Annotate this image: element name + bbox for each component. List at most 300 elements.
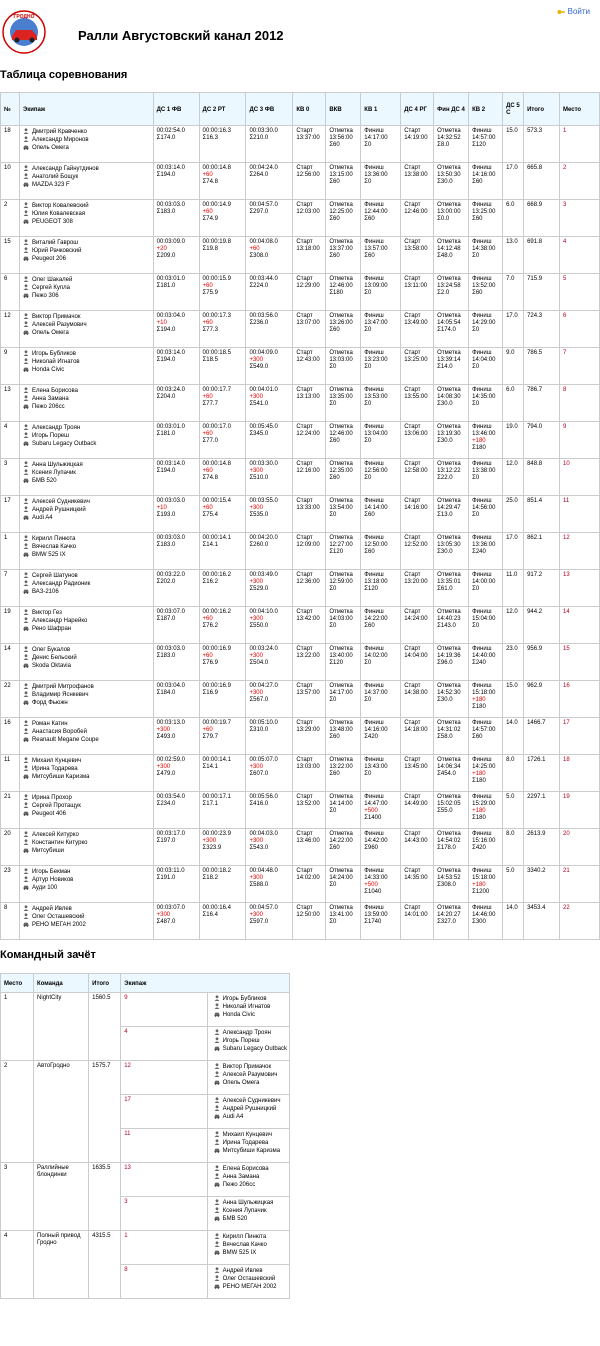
- stage-cell: [153, 163, 199, 200]
- cell-line: Σ0: [329, 919, 337, 925]
- stage-cell: [401, 644, 434, 681]
- person-icon: [23, 276, 29, 282]
- stage-cell: [199, 755, 246, 792]
- crew-member-name: Артур Новиков: [31, 877, 74, 883]
- stage-cell: [293, 644, 326, 681]
- crew-member-name: Алексей Разумович: [31, 322, 87, 328]
- crew-number: 8: [121, 1265, 207, 1299]
- stage-cell: [246, 348, 293, 385]
- cell-line: +300: [249, 505, 263, 511]
- cell-line: 14:54:02: [437, 838, 461, 844]
- cell-line: Финиш: [364, 498, 384, 504]
- place-cell: 16: [559, 681, 599, 718]
- stage-cell: [153, 459, 199, 496]
- column-header[interactable]: КВ 1: [361, 93, 401, 126]
- car-icon: [23, 292, 29, 298]
- ds5-cell: 17.0: [503, 163, 524, 200]
- stage-cell: [153, 681, 199, 718]
- crew-car-name: Пежо 206сс: [222, 1182, 256, 1188]
- crew-cell: [207, 1129, 289, 1163]
- cell-line: Σ0: [329, 697, 337, 703]
- cell-line: Старт: [404, 535, 421, 541]
- cell-line: +300: [249, 764, 263, 770]
- person-icon: [214, 1173, 220, 1179]
- crew-car: [23, 477, 151, 485]
- cell-line: Σ0: [472, 401, 480, 407]
- cell-line: Отметка: [437, 165, 461, 171]
- results-title: Таблица соревнования: [0, 69, 128, 81]
- cell-line: Σ22.0: [437, 475, 453, 481]
- stage-cell: [153, 200, 199, 237]
- crew-cell: [19, 570, 153, 607]
- cell-line: 14:35:00: [404, 875, 428, 881]
- cell-line: +300: [249, 357, 263, 363]
- cell-line: 00:03:13.0: [156, 720, 185, 726]
- crew-member: [23, 276, 151, 284]
- stage-cell: [401, 385, 434, 422]
- crew-member-name: Олег Букалов: [31, 647, 71, 653]
- crew-member: [214, 1071, 287, 1079]
- person-icon: [214, 1275, 220, 1281]
- stage-cell: [153, 644, 199, 681]
- stage-cell: [293, 718, 326, 755]
- cell-line: Σ543.0: [249, 845, 269, 851]
- crew-car: [23, 403, 151, 411]
- crew-member: [214, 1267, 287, 1275]
- person-icon: [23, 691, 29, 697]
- cell-line: 00:00:17.7: [202, 387, 231, 393]
- stage-cell: [246, 496, 293, 533]
- crew-member: [214, 1207, 287, 1215]
- cell-line: 00:03:24.0: [249, 646, 278, 652]
- crew-cell: [19, 829, 153, 866]
- cell-line: Старт: [296, 831, 313, 837]
- crew-member: [23, 572, 151, 580]
- cell-line: 00:00:14.1: [202, 535, 231, 541]
- stage-cell: [326, 792, 361, 829]
- crew-member-name: Алексей Судникевич: [222, 1098, 281, 1104]
- cell-line: 12:43:00: [296, 357, 320, 363]
- crew-member: [214, 1139, 287, 1147]
- crew-member-name: Денис Бельский: [31, 655, 77, 661]
- cell-line: Отметка: [329, 128, 353, 134]
- total-cell: 2297.1: [524, 792, 560, 829]
- cell-line: Σ194.0: [156, 357, 176, 363]
- cell-line: 15:04:00: [472, 616, 496, 622]
- ds5-cell: 15.0: [503, 126, 524, 163]
- cell-line: 14:08:30: [437, 394, 461, 400]
- cell-line: Σ60: [329, 845, 340, 851]
- person-icon: [23, 239, 29, 245]
- cell-line: Σ180: [472, 704, 486, 710]
- cell-line: Отметка: [437, 794, 461, 800]
- stage-cell: [246, 422, 293, 459]
- place-cell: 2: [559, 163, 599, 200]
- stage-cell: [469, 533, 503, 570]
- crew-member-name: Николай Игнатов: [222, 1004, 271, 1010]
- stage-cell: [153, 829, 199, 866]
- team-total: 4315.5: [89, 1231, 121, 1299]
- stage-cell: [293, 755, 326, 792]
- cell-line: Σ55.0: [437, 808, 453, 814]
- team-total: 1560.5: [89, 993, 121, 1061]
- row-number: 4: [1, 422, 20, 459]
- total-cell: 573.3: [524, 126, 560, 163]
- cell-line: Финиш: [472, 128, 492, 134]
- cell-line: Финиш: [364, 276, 384, 282]
- ds5-cell: 5.0: [503, 792, 524, 829]
- column-header[interactable]: ДС 1 ФВ: [153, 93, 199, 126]
- ds5-cell: 7.0: [503, 274, 524, 311]
- stage-cell: [293, 200, 326, 237]
- cell-line: Отметка: [329, 535, 353, 541]
- cell-line: 13:47:00: [364, 320, 388, 326]
- cell-line: Σ74.8: [202, 179, 218, 185]
- column-header[interactable]: ДС 3 ФВ: [246, 93, 293, 126]
- person-icon: [23, 358, 29, 364]
- cell-line: Финиш: [472, 535, 492, 541]
- cell-line: Старт: [404, 609, 421, 615]
- cell-line: Σ202.0: [156, 579, 176, 585]
- cell-line: 14:57:00: [472, 727, 496, 733]
- cell-line: +300: [249, 875, 263, 881]
- crew-car-name: БМВ 520: [222, 1216, 248, 1222]
- crew-member-name: Игорь Бубликов: [31, 351, 76, 357]
- row-number: 17: [1, 496, 20, 533]
- cell-line: Σ75.9: [202, 290, 218, 296]
- stage-cell: [469, 459, 503, 496]
- crew-number: 17: [121, 1095, 207, 1129]
- crew-member-name: Кирилл Пинюта: [222, 1234, 267, 1240]
- total-cell: 668.9: [524, 200, 560, 237]
- column-header[interactable]: ДС 4 РГ: [401, 93, 434, 126]
- total-cell: 956.9: [524, 644, 560, 681]
- place-cell: 22: [559, 903, 599, 940]
- cell-line: Σ61.0: [437, 586, 453, 592]
- person-icon: [23, 905, 29, 911]
- cell-line: 12:36:00: [296, 579, 320, 585]
- cell-line: Старт: [296, 313, 313, 319]
- cell-line: +500: [364, 808, 378, 814]
- crew-member: [23, 839, 151, 847]
- cell-line: 13:33:00: [296, 505, 320, 511]
- car-icon: [23, 181, 29, 187]
- cell-line: 00:03:44.0: [249, 276, 278, 282]
- stage-cell: [199, 385, 246, 422]
- car-icon: [23, 255, 29, 261]
- stage-cell: [469, 718, 503, 755]
- stage-cell: [401, 237, 434, 274]
- cell-line: Финиш: [364, 202, 384, 208]
- car-icon: [23, 884, 29, 890]
- crew-car-name: Митсубиши Каризма: [31, 774, 90, 780]
- cell-line: +60: [202, 209, 213, 215]
- crew-member-name: Константин Китурко: [31, 840, 88, 846]
- rally-logo-icon[interactable]: [2, 10, 46, 54]
- cell-line: Старт: [404, 646, 421, 652]
- column-header[interactable]: Команда: [34, 974, 89, 993]
- cell-line: Σ194.0: [156, 327, 176, 333]
- cell-line: 13:53:00: [364, 394, 388, 400]
- cell-line: 00:03:14.0: [156, 461, 185, 467]
- cell-line: Σ60: [472, 290, 483, 296]
- person-icon: [23, 609, 29, 615]
- cell-line: 14:31:02: [437, 727, 461, 733]
- stage-cell: [326, 274, 361, 311]
- crew-cell: [19, 459, 153, 496]
- cell-line: Σ60: [329, 771, 340, 777]
- stage-cell: [361, 792, 401, 829]
- crew-member-name: Анна Замана: [222, 1174, 260, 1180]
- cell-line: 13:55:00: [404, 394, 428, 400]
- cell-line: Σ479.0: [156, 771, 176, 777]
- car-icon: [23, 477, 29, 483]
- crew-cell: [207, 1231, 289, 1265]
- crew-member: [23, 617, 151, 625]
- stage-cell: [153, 866, 199, 903]
- stage-cell: [326, 237, 361, 274]
- cell-line: Σ76.2: [202, 623, 218, 629]
- cell-line: 13:22:00: [329, 764, 353, 770]
- cell-line: 13:18:00: [364, 579, 388, 585]
- cell-line: Σ77.7: [202, 401, 218, 407]
- crew-cell: [19, 755, 153, 792]
- column-header[interactable]: ДС 5 С: [503, 93, 524, 126]
- stage-cell: [153, 348, 199, 385]
- row-number: 14: [1, 644, 20, 681]
- crew-member: [23, 580, 151, 588]
- total-cell: 1466.7: [524, 718, 560, 755]
- cell-line: Отметка: [437, 350, 461, 356]
- crew-cell: [207, 993, 289, 1027]
- cell-line: Σ0: [364, 475, 372, 481]
- cell-line: 12:44:00: [364, 209, 388, 215]
- stage-cell: [434, 755, 469, 792]
- crew-cell: [207, 1061, 289, 1095]
- cell-line: 14:47:00: [364, 801, 388, 807]
- table-row: [1, 274, 600, 311]
- crew-cell: [19, 163, 153, 200]
- crew-cell: [19, 126, 153, 163]
- cell-line: Σ181.0: [156, 283, 176, 289]
- cell-line: Финиш: [472, 757, 492, 763]
- cell-line: Финиш: [472, 905, 492, 911]
- cell-line: 14:12:48: [437, 246, 461, 252]
- cell-line: 00:00:14.1: [202, 757, 231, 763]
- column-header[interactable]: КВ 0: [293, 93, 326, 126]
- table-row: [1, 829, 600, 866]
- cell-line: 00:00:18.2: [202, 868, 231, 874]
- cell-line: Старт: [296, 535, 313, 541]
- stage-cell: [326, 311, 361, 348]
- column-header[interactable]: Итого: [89, 974, 121, 993]
- ds5-cell: 17.0: [503, 311, 524, 348]
- crew-car: [23, 551, 151, 559]
- cell-line: 12:50:00: [364, 542, 388, 548]
- cell-line: Σ224.0: [249, 283, 269, 289]
- cell-line: 00:00:15.4: [202, 498, 231, 504]
- table-row: [1, 718, 600, 755]
- person-icon: [214, 1199, 220, 1205]
- cell-line: Старт: [404, 794, 421, 800]
- column-header[interactable]: Экипаж: [121, 974, 290, 993]
- cell-line: Σ74.9: [202, 216, 218, 222]
- stage-cell: [246, 163, 293, 200]
- stage-cell: [469, 866, 503, 903]
- car-icon: [23, 218, 29, 224]
- cell-line: Финиш: [364, 831, 384, 837]
- crew-cell: [207, 1095, 289, 1129]
- crew-car: [214, 1181, 287, 1189]
- cell-line: Σ60: [472, 179, 483, 185]
- car-icon: [214, 1215, 220, 1221]
- cell-line: 13:40:00: [329, 653, 353, 659]
- cell-line: Σ120: [329, 660, 344, 666]
- car-icon: [23, 699, 29, 705]
- cell-line: +60: [202, 616, 213, 622]
- crew-member-name: Анна Замана: [31, 396, 69, 402]
- cell-line: Старт: [404, 757, 421, 763]
- car-icon: [23, 625, 29, 631]
- column-header[interactable]: Место: [559, 93, 599, 126]
- crew-cell: [19, 903, 153, 940]
- login-label: Войти: [567, 7, 590, 16]
- cell-line: Финиш: [472, 202, 492, 208]
- cell-line: 13:11:00: [404, 283, 428, 289]
- column-header[interactable]: №: [1, 93, 20, 126]
- crew-car-name: BMW 525 IX: [222, 1250, 257, 1256]
- stage-cell: [361, 533, 401, 570]
- cell-line: Σ0: [472, 586, 480, 592]
- cell-line: Старт: [296, 683, 313, 689]
- cell-line: Σ0: [364, 290, 372, 296]
- cell-line: Σ420: [364, 734, 379, 740]
- column-header[interactable]: ВКВ: [326, 93, 361, 126]
- login-link[interactable]: [557, 7, 590, 16]
- column-header[interactable]: Экипаж: [19, 93, 153, 126]
- cell-line: Σ0: [364, 771, 372, 777]
- cell-line: Старт: [404, 239, 421, 245]
- person-icon: [23, 210, 29, 216]
- crew-car-name: Peugeot 206: [31, 256, 66, 262]
- crew-car: [23, 218, 151, 226]
- cell-line: 13:57:00: [364, 246, 388, 252]
- cell-line: Σ183.0: [156, 542, 176, 548]
- column-header[interactable]: Место: [1, 974, 34, 993]
- cell-line: Финиш: [472, 424, 492, 430]
- cell-line: 00:00:17.0: [202, 424, 231, 430]
- cell-line: 13:37:00: [329, 246, 353, 252]
- cell-line: Σ234.0: [156, 801, 176, 807]
- cell-line: 12:03:00: [296, 209, 320, 215]
- crew-car-name: Skoda Oktavia: [31, 663, 71, 669]
- cell-line: Σ0: [472, 512, 480, 518]
- cell-line: Отметка: [329, 498, 353, 504]
- cell-line: 00:03:49.0: [249, 572, 278, 578]
- person-icon: [23, 498, 29, 504]
- crew-member-name: Михаил Кунцевич: [222, 1132, 272, 1138]
- person-icon: [23, 765, 29, 771]
- stage-cell: [326, 126, 361, 163]
- crew-cell: [19, 422, 153, 459]
- cell-line: Старт: [404, 905, 421, 911]
- stage-cell: [401, 459, 434, 496]
- crew-member: [23, 461, 151, 469]
- cell-line: Старт: [296, 757, 313, 763]
- car-icon: [23, 403, 29, 409]
- stage-cell: [246, 607, 293, 644]
- ds5-cell: 6.0: [503, 385, 524, 422]
- car-icon: [23, 921, 29, 927]
- column-header[interactable]: ДС 2 РТ: [199, 93, 246, 126]
- stage-cell: [326, 718, 361, 755]
- crew-member-name: Анастасия Воробей: [31, 729, 87, 735]
- cell-line: Σ30.0: [437, 549, 453, 555]
- stage-cell: [361, 385, 401, 422]
- crew-member: [214, 1275, 287, 1283]
- crew-car-name: Peugeot 406: [31, 811, 66, 817]
- cell-line: Σ120: [472, 142, 486, 148]
- stage-cell: [469, 311, 503, 348]
- car-icon: [214, 1079, 220, 1085]
- cell-line: Отметка: [329, 794, 353, 800]
- cell-line: Σ60: [364, 216, 375, 222]
- cell-line: 00:00:17.1: [202, 794, 231, 800]
- stage-cell: [246, 533, 293, 570]
- column-header[interactable]: Итого: [524, 93, 560, 126]
- cell-line: Σ0: [364, 697, 372, 703]
- total-cell: 1726.1: [524, 755, 560, 792]
- cell-line: 14:24:00: [404, 616, 428, 622]
- stage-cell: [326, 348, 361, 385]
- cell-line: 13:46:00: [472, 431, 496, 437]
- crew-member: [214, 1165, 287, 1173]
- cell-line: Финиш: [472, 313, 492, 319]
- person-icon: [214, 1063, 220, 1069]
- person-icon: [23, 506, 29, 512]
- crew-member-name: Сергей Протащук: [31, 803, 81, 809]
- crew-member: [23, 173, 151, 181]
- cell-line: 00:02:59.0: [156, 757, 185, 763]
- crew-member-name: Виталий Гаврош: [31, 240, 79, 246]
- table-row: [1, 459, 600, 496]
- person-icon: [23, 136, 29, 142]
- cell-line: 13:18:00: [296, 246, 320, 252]
- stage-cell: [293, 126, 326, 163]
- cell-line: 00:04:24.0: [249, 165, 278, 171]
- cell-line: 13:46:00: [296, 838, 320, 844]
- cell-line: Финиш: [472, 572, 492, 578]
- stage-cell: [401, 496, 434, 533]
- cell-line: Σ180: [472, 445, 486, 451]
- cell-line: 14:16:00: [364, 727, 388, 733]
- stage-cell: [361, 829, 401, 866]
- crew-member: [23, 720, 151, 728]
- cell-line: 15:02:05: [437, 801, 461, 807]
- crew-member-name: Юлия Ковалевская: [31, 211, 86, 217]
- cell-line: Финиш: [364, 609, 384, 615]
- cell-line: Старт: [404, 202, 421, 208]
- cell-line: Финиш: [472, 683, 492, 689]
- column-header[interactable]: КВ 2: [469, 93, 503, 126]
- stage-cell: [434, 866, 469, 903]
- person-icon: [23, 580, 29, 586]
- person-icon: [214, 1097, 220, 1103]
- crew-member-name: Андрей Ивлев: [31, 906, 72, 912]
- cell-line: 00:00:16.2: [202, 609, 231, 615]
- total-cell: 665.8: [524, 163, 560, 200]
- column-header[interactable]: Фин ДС 4: [434, 93, 469, 126]
